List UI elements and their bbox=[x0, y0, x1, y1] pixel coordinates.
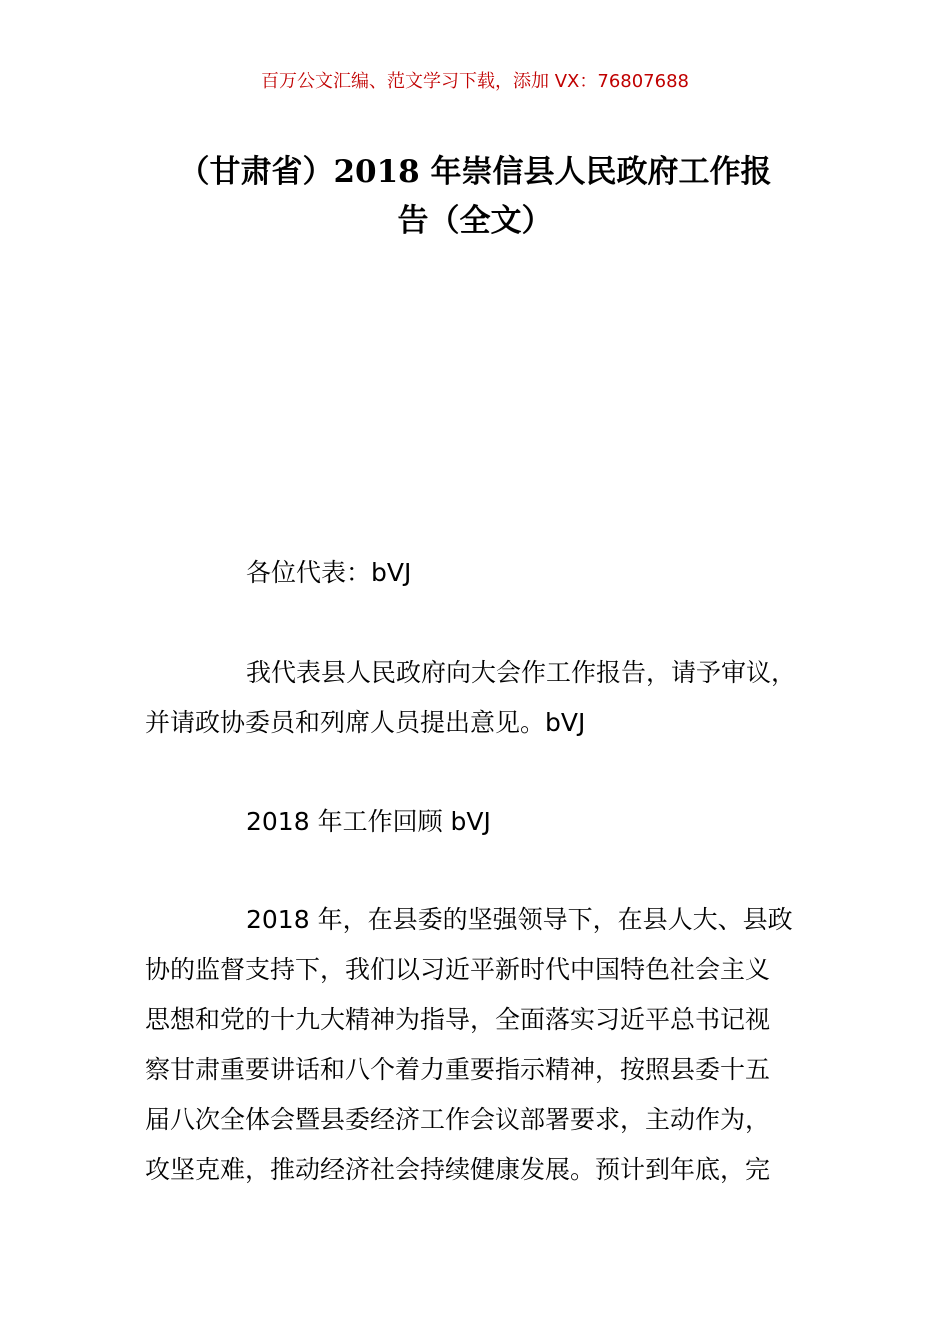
paragraph-line: 察甘肃重要讲话和八个着力重要指示精神，按照县委十五 bbox=[145, 1055, 771, 1084]
section-heading bbox=[145, 797, 835, 847]
intro-paragraph bbox=[145, 648, 835, 748]
paragraph-line: 各位代表：bVJ bbox=[246, 558, 412, 587]
watermark-header-note: 百万公文汇编、范文学习下载，添加 VX：76807688 bbox=[261, 71, 689, 92]
paragraph-line: 思想和党的十九大精神为指导，全面落实习近平总书记视 bbox=[145, 1005, 771, 1034]
paragraph-line: 届八次全体会暨县委经济工作会议部署要求，主动作为， bbox=[145, 1105, 771, 1134]
paragraph-line: 并请政协委员和列席人员提出意见。bVJ bbox=[145, 708, 586, 737]
document-title bbox=[130, 148, 820, 246]
document-title-line-2: 告（全文） bbox=[397, 203, 553, 239]
paragraph-line: 协的监督支持下，我们以习近平新时代中国特色社会主义 bbox=[145, 955, 771, 984]
paragraph-line: 2018 年工作回顾 bVJ bbox=[246, 807, 491, 836]
paragraph-line: 2018 年，在县委的坚强领导下，在县人大、县政 bbox=[246, 905, 793, 934]
paragraph-line: 我代表县人民政府向大会作工作报告，请予审议， bbox=[246, 658, 797, 687]
salutation-paragraph bbox=[145, 548, 835, 598]
document-title-line-1: （甘肃省）2018 年崇信县人民政府工作报 bbox=[178, 154, 772, 190]
review-paragraph bbox=[145, 895, 835, 1195]
paragraph-line: 攻坚克难，推动经济社会持续健康发展。预计到年底，完 bbox=[145, 1155, 771, 1184]
